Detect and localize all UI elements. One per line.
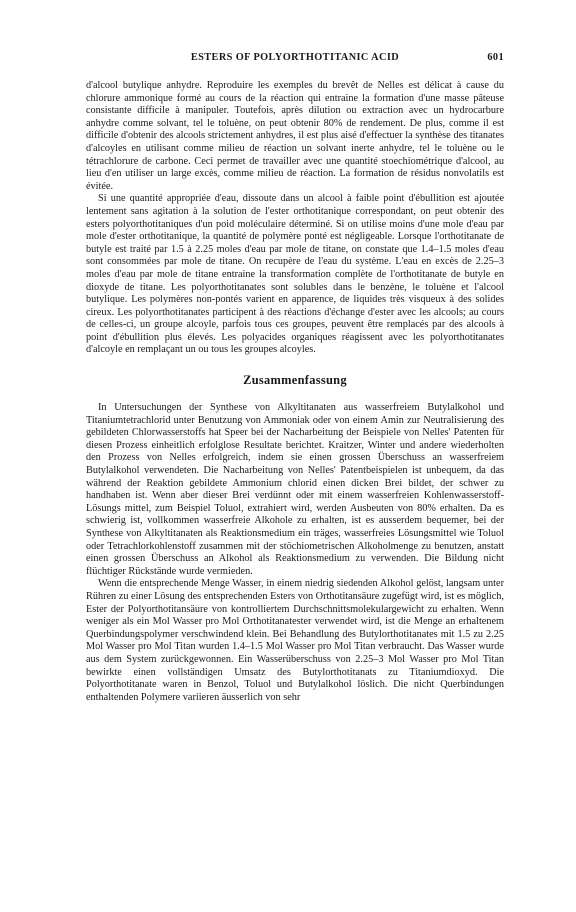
section-heading: Zusammenfassung bbox=[243, 373, 347, 388]
german-paragraph-2: Wenn die entsprechende Menge Wasser, in einem niedrig siedenden Alkohol gelöst, langsam unter Rühren zu einer Lösung des entsprechenden Esters von Orthotitansäure zugefügt wird, ist es möglich, Ester der Polyorthotitansäure von kontrolliertem Durchschnittsmolekulargewicht zu erhalten. Wenn weniger als ein Mol Wasser pro Mol Orthotitanatester verwendet wird, ist die Menge an erhaltenem Querbindungspolymer verschwindend klein. Bei Behandlung des Butylorthotitanates mit 1.5 zu 2.25 Mol Wasser pro Mol Titan wurden 1.4–1.5 Mol Wasser pro Mol Titan verbraucht. Das Wasser wurde aus dem System zurückgewonnen. Ein Wasserüberschuss von 2.25–3 Mol Wasser pro Mol Titan bewirkte einen vollständigen Umsatz des Butylorthotitanats zu Titaniumdioxyd. Die Polyorthotitanate waren in Benzol, Toluol und Butylalkohol löslich. Die nicht Querbindungen enthaltenden Polymere variieren äusserlich von sehr bbox=[86, 578, 504, 703]
page-number: 601 bbox=[487, 52, 504, 63]
french-paragraph-2: Si une quantité appropriée d'eau, dissoute dans un alcool à faible point d'ébullition est ajoutée lentement sans agitation à la solution de l'ester orthotitanique correspondant, on peut obtenir des esters polyorthotitaniques d'un poid moléculaire déterminé. Si on utilise moins d'une mole d'eau par mole d'ester orthotitanique, la quantité de polymère ponté est négligeable. Lorsque l'orthotitanate de butyle est traité par 1.5 à 2.25 moles d'eau par mole de titane, on constate que 1.4–1.5 moles d'eau sont consommées par mole de titane. On recupère de l'eau du système. L'eau en excès de 2.25–3 moles d'eau par mole de titane entraine la transformation complète de l'orthotitanate de butyle en dioxyde de titane. Les polyorthotitanates sont solubles dans le benzène, le toluène et l'alcool butylique. Les polymères non-pontés varient en apparence, de liquides très visqueux à des solides cireux. Les polyorthotitanates participent à des réactions d'échange d'ester avec les alcools; au cours de celles-ci, un groupe alcoyle, parfois tous ces groupes, peuvent être remplacés par des alcools à point d'ébullition plus élevés. Les polyacides organiques réagissent avec les polyorthotitanates d'alcoyle en remplaçant un ou tous les groupes alcoyles. bbox=[86, 193, 504, 356]
running-header bbox=[86, 52, 504, 68]
page-body bbox=[86, 80, 504, 704]
running-title: ESTERS OF POLYORTHOTITANIC ACID bbox=[190, 52, 400, 63]
german-paragraph-1: In Untersuchungen der Synthese von Alkyltitanaten aus wasserfreiem Butylalkohol und Titaniumtetrachlorid unter Benutzung von Ammoniak oder von einem Amin zur Neutralisierung des gebildeten Chlorwasserstoffs hat Speer bei der Nacharbeitung der Beispiele von Nelles' Patenten für diesen Prozess einheitlich erfolglose Resultate berichtet. Kraitzer, Winter und andere wiederholten den Prozess von Nelles erfolgreich, indem sie einen grossen Überschuss an wasserfreiem Butylalkohol verwendeten. Die Nacharbeitung von Nelles' Patentbeispielen ist unbequem, da das während der Reaktion gebildete Ammonium chlorid einen dicken Brei bildet, der schwer zu handhaben ist. Wenn aber dieser Brei verdünnt oder mit einem wasserfreien Kohlenwasserstoff-Lösungs mittel, zum Beispiel Toluol, extrahiert wird, werden Ausbeuten von 80% erhalten. Da es schwierig ist, vollkommen wasserfreie Alkohole zu erhalten, ist es ausserdem bequemer, bei der Synthese von Alkyltitanaten als Reaktionsmedium ein träges, wasserfreies Lösungsmittel wie Toluol oder Tetrachlorkohlenstoff zusammen mit der stöchiometrischen Alkoholmenge zu benutzen, anstatt einen grossen Überschuss an Alkohol als Reaktionsmedium zu verwenden. Die Bildung nicht flüchtiger Rückstände wurde vermieden. bbox=[86, 402, 504, 577]
french-paragraph-1: d'alcool butylique anhydre. Reproduire les exemples du brevêt de Nelles est délicat à cause du chlorure ammonique formé au cours de la réaction qui entraine la formation d'une masse pâteuse consistante difficile à manipuler. Toutefois, après dilution ou extraction avec un hydrocarbure anhydre comme solvant, tel le toluène, on peut obtenir 80% de rendement. De plus, comme il est difficile d'obtenir des alcools strictement anhydres, il est plus aisé d'effectuer la synthèse des titanates d'alcoyles en utilisant comme milieu de réaction un solvant inerte anhydre, tel le toluène ou le tétrachlorure de carbone. Ceci permet de travailler avec une quantité stoechiométrique d'alcool, au lieu d'en utiliser un large excès, comme milieu de réaction. La formation de résidus nonvolatils est évitée. bbox=[86, 80, 504, 192]
